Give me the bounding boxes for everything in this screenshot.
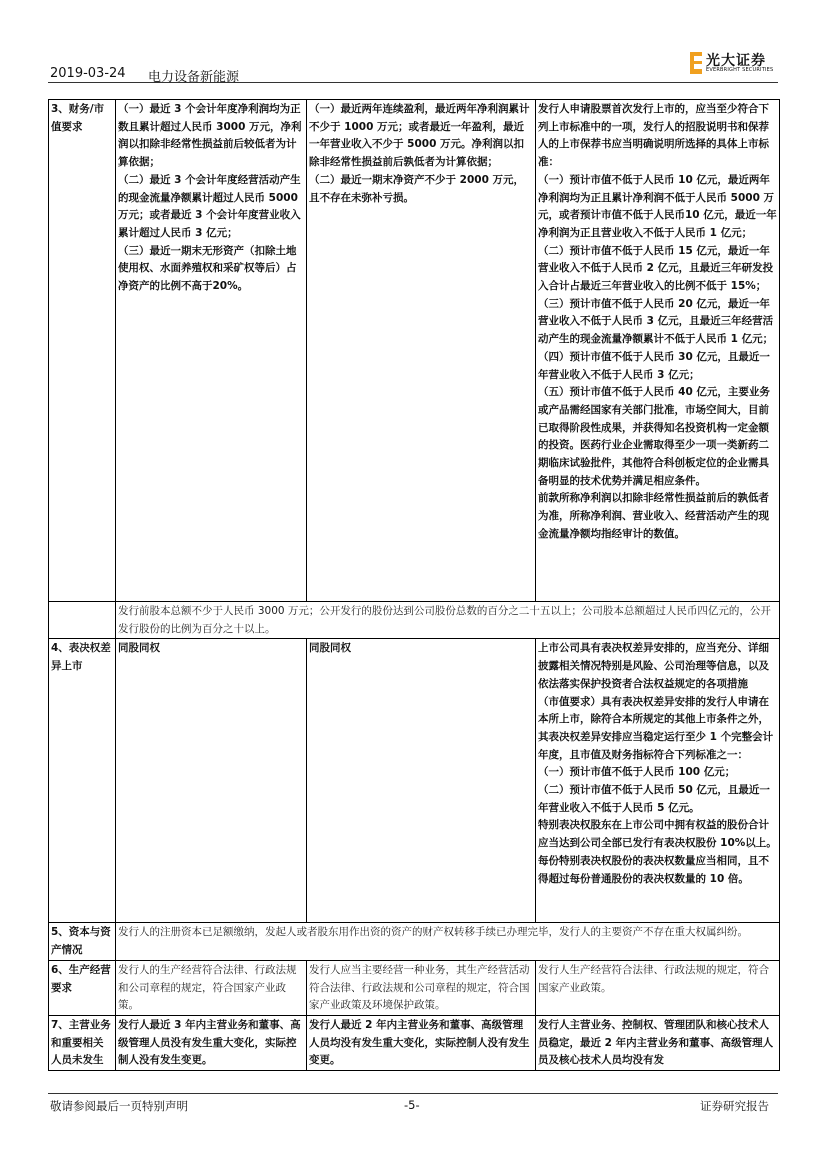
paragraph: 发行人申请股票首次发行上市的，应当至少符合下列上市标准中的一项，发行人的招股说明书和保荐人的上市保荐书应当明确说明所选择的具体上市标准： [538,103,769,169]
cell-voting-col3 [536,639,780,923]
cell-capital-assets: 发行人的注册资本已足额缴纳，发起人或者股东用作出资的资产的财产权转移手续已办理完毕，发行人的主要资产不存在重大权属纠纷。 [116,923,780,960]
table-row-voting-rights [49,639,780,923]
cell-main-business-col1: 发行人最近 3 年内主营业务和董事、高级管理人员没有发生重大变化，实际控制人没有发生变更。 [116,1015,307,1070]
paragraph: （二）最近一期末净资产不少于 2000 万元，且不存在未弥补亏损。 [309,173,525,204]
table-row-operations [49,960,780,1015]
logo-mark-icon [690,52,702,74]
cell-voting-col2: 同股同权 [307,639,536,923]
paragraph: （三）预计市值不低于人民币 20 亿元，最近一年营业收入不低于人民币 3 亿元，且最近三年经营活动产生的现金流量净额累计不低于人民币 1 亿元； [538,297,774,346]
report-date: 2019-03-24 [50,66,126,81]
listing-requirements-table [48,99,780,1071]
paragraph: 上市公司具有表决权差异安排的，应当充分、详细披露相关情况特别是风险、公司治理等信息，以及依法落实保护投资者合法权益规定的各项措施 [538,642,769,690]
page-number: -5- [404,1098,420,1112]
row-label-voting: 4、表决权差异上市 [49,639,116,923]
paragraph: （市值要求）具有表决权差异安排的发行人申请在本所上市，除符合本所规定的其他上市条件之外，其表决权差异安排应当稳定运行至少 1 个完整会计年度，且市值及财务指标符合下列标准之一： [538,695,774,761]
cell-operations-col1: 发行人的生产经营符合法律、行政法规和公司章程的规定，符合国家产业政策。 [116,960,307,1015]
paragraph: 前款所称净利润以扣除非经常性损益前后的孰低者为准，所称净利润、营业收入、经营活动产生的现金流量净额均指经审计的数值。 [538,492,769,540]
paragraph: 特别表决权股东在上市公司中拥有权益的股份合计应当达到公司全部已发行有表决权股份 10%以上。每份特别表决权股份的表决权数量应当相同，且不得超过每份普通股份的表决权数量的 10 倍。 [538,819,777,885]
paragraph: （一）最近两年连续盈利，最近两年净利润累计不少于 1000 万元；或者最近一年盈利，最近一年营业收入不少于 5000 万元。净利润以扣除非经常性损益前后孰低者为计算依据； [309,103,530,169]
paragraph: （三）最近一期末无形资产（扣除土地使用权、水面养殖权和采矿权等后）占净资产的比例不高于20%。 [118,244,297,293]
paragraph: （二）预计市值不低于人民币 15 亿元，最近一年营业收入不低于人民币 2 亿元，且最近三年研发投入合计占最近三年营业收入的比例不低于 15%； [538,244,774,293]
logo-text-en: EVERBRIGHT SECURITIES [706,67,774,73]
report-sector: 电力设备新能源 [148,70,240,85]
row-label-financial: 3、财务/市值要求 [49,100,116,602]
paragraph: （二）预计市值不低于人民币 50 亿元，且最近一年营业收入不低于人民币 5 亿元。 [538,784,770,814]
table-row-financial [49,100,780,602]
footer-divider [48,1093,778,1094]
cell-financial-col1 [116,100,307,602]
cell-share-capital: 发行前股本总额不少于人民币 3000 万元；公开发行的股份达到公司股份总数的百分之二十五以上；公司股本总额超过人民币四亿元的，公开发行股份的比例为百分之十以上。 [116,602,780,639]
cell-financial-col2 [307,100,536,602]
paragraph: （二）最近 3 个会计年度经营活动产生的现金流量净额累计超过人民币 5000 万元；或者最近 3 个会计年度营业收入累计超过人民币 3 亿元； [118,173,301,239]
table-row-capital-assets [49,923,780,960]
cell-main-business-col3: 发行人主营业务、控制权、管理团队和核心技术人员稳定，最近 2 年内主营业务和董事、高级管理人员及核心技术人员均没有发 [536,1015,780,1070]
row-label-main-business: 7、主营业务和重要相关人员未发生 [49,1015,116,1070]
cell-operations-col2: 发行人应当主要经营一种业务，其生产经营活动符合法律、行政法规和公司章程的规定，符合国家产业政策及环境保护政策。 [307,960,536,1015]
company-logo [690,52,780,76]
logo-text-cn: 光大证券 [706,53,766,69]
row-label-capital: 5、资本与资产情况 [49,923,116,960]
row-label-operations: 6、生产经营要求 [49,960,116,1015]
paragraph: （一）预计市值不低于人民币 100 亿元； [538,766,736,779]
cell-financial-col3 [536,100,780,602]
header-divider [48,82,778,83]
disclaimer-note: 敬请参阅最后一页特别声明 [50,1099,188,1113]
row-label-empty [49,602,116,639]
table-row-main-business [49,1015,780,1070]
table-row-share-capital [49,602,780,639]
paragraph: （四）预计市值不低于人民币 30 亿元，且最近一年营业收入不低于人民币 3 亿元； [538,350,770,381]
cell-voting-col1: 同股同权 [116,639,307,923]
paragraph: （一）最近 3 个会计年度净利润均为正数且累计超过人民币 3000 万元，净利润以扣除非经常性损益前后较低者为计算依据； [118,103,302,169]
cell-main-business-col2: 发行人最近 2 年内主营业务和董事、高级管理人员均没有发生重大变化，实际控制人没有发生变更。 [307,1015,536,1070]
paragraph: （一）预计市值不低于人民币 10 亿元，最近两年净利润均为正且累计净利润不低于人民币 5000 万元，或者预计市值不低于人民币10 亿元，最近一年净利润为正且营业收入不低于人民币 1 亿元； [538,173,777,239]
paragraph: （五）预计市值不低于人民币 40 亿元，主要业务或产品需经国家有关部门批准，市场空间大，目前已取得阶段性成果，并获得知名投资机构一定金额的投资。医药行业企业需取得至少一项一类新药二期临床试验批件，其他符合科创板定位的企业需具备明显的技术优势并满足相应条件。 [538,386,770,487]
cell-operations-col3: 发行人生产经营符合法律、行政法规的规定，符合国家产业政策。 [536,960,780,1015]
report-type: 证券研究报告 [700,1099,769,1113]
